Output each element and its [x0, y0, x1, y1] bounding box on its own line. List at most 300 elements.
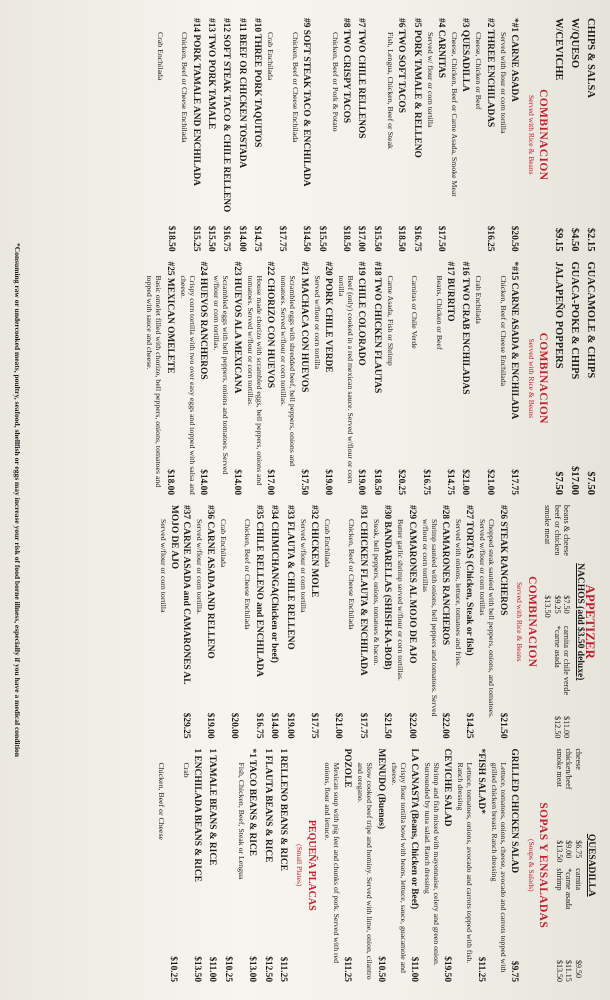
appetizer-price: $9.15: [553, 227, 564, 252]
menu-item-header: [264, 262, 275, 496]
menu-item-header: [355, 262, 366, 496]
menu-item-header: [221, 749, 232, 983]
menu-item-price: $20.25: [396, 469, 407, 495]
menu-item-header: [315, 18, 326, 252]
menu-item-description: Carnitas or Chile Verde: [410, 275, 420, 349]
menu-item: [435, 262, 455, 496]
menu-item-name: #9 SOFT STEAK TACO & ENCHILADA: [301, 18, 312, 187]
appetizer-price: $17.00: [569, 466, 580, 495]
column-2: [26, 262, 596, 496]
menu-item: [499, 262, 519, 496]
menu-item-price: $10.25: [222, 956, 233, 982]
nachos-cell: $9.25: [552, 595, 562, 614]
quesadilla-cell: smoke meat: [554, 748, 564, 787]
sopas-items: [323, 749, 519, 983]
menu-item-header: [220, 18, 231, 252]
menu-item-price: $14.00: [269, 712, 280, 739]
menu-item-header: [168, 505, 191, 739]
quesadilla-cell: $11.15: [564, 960, 574, 982]
menu-item-price: $14.25: [464, 712, 475, 739]
menu-item: [313, 262, 333, 496]
menu-item-name: CEVICHE SALAD: [442, 748, 453, 827]
menu-item-name: #16 TWO CRAB ENCHILADAS: [460, 261, 471, 395]
menu-item-price: $17.00: [356, 225, 367, 252]
menu-item-header: [474, 749, 485, 983]
menu-item-price: $16.75: [420, 469, 431, 495]
menu-item-name: #12 SOFT STEAK TACO & CHILE RELLENO: [221, 18, 232, 213]
menu-item-name: #5 PORK TAMALE & RELLENO: [411, 18, 422, 158]
quesadilla-cell: chicken/beef: [564, 748, 574, 790]
menu-item-description: Crab Enchilada: [323, 519, 333, 568]
menu-item-description: Carne Asada, Fish or Shrimp: [385, 275, 395, 366]
menu-item-price: $16.75: [411, 225, 422, 252]
nachos-grid: [543, 505, 572, 739]
menu-item: [386, 18, 406, 252]
menu-item-name: #35 CHILE RELLENO and ENCHILADA: [253, 505, 264, 677]
quesadilla-cell: carnita: [573, 868, 583, 891]
menu-item: [243, 505, 263, 739]
menu-item-price: $21.00: [333, 712, 344, 739]
menu-item-price: $15.50: [316, 225, 327, 252]
menu-item-description: Served w/flour or corn tortilla.: [194, 519, 204, 615]
menu-item: [426, 18, 446, 252]
menu-item: [291, 18, 311, 252]
menu-item: [386, 262, 406, 496]
menu-item-description: Chicken, Beef or Cheese Enchilada: [180, 32, 190, 143]
menu-item-price: $18.50: [166, 225, 177, 252]
menu-item: [347, 505, 367, 739]
menu-item-price: $17.75: [509, 469, 520, 495]
menu-item-header: [435, 18, 446, 252]
health-warning: *Consuming raw or undercooked meats, poultry, seafood, shellfish or eggs may increase your risk of food borne illness, especially if you have a medical condition: [13, 243, 22, 757]
appetizer-row: [552, 18, 564, 252]
menu-item-name: #29 CAMARONES AL MOJO DE AJO: [406, 505, 417, 664]
menu-item-header: [508, 18, 519, 252]
menu-item-name: #30 BANDARELLAS (SHISH-KA-BOB): [382, 505, 393, 670]
quesadilla-cell: $13.50: [554, 840, 564, 863]
menu-item-name: #21 MACHACA CON HUEVOS: [298, 261, 309, 393]
menu-item-description: Lettuce, tomatoes, onions, cheese, avocado and carrots topped with grilled chicken breast. Ranch dressing: [489, 762, 508, 973]
menu-item-name: #31 CHICKEN FLAUTA & ENCHILADA: [357, 505, 368, 676]
menu-item-price: $21.00: [484, 469, 495, 495]
menu-item-header: [459, 262, 470, 496]
appetizer-row: [568, 18, 580, 252]
menu-item: [474, 262, 494, 496]
menu-item-price: $22.00: [440, 712, 451, 739]
nachos-title: NACHOS (add $3.50 deluxe): [574, 563, 585, 681]
nachos-cell: $11.00: [562, 715, 572, 739]
menu-item-description: Cheese, Chicken or Beef: [474, 32, 484, 110]
menu-item-header: [370, 18, 381, 252]
menu-item-header: [300, 18, 311, 252]
menu-item-header: [374, 749, 385, 983]
nachos-cell: beef or chicken: [552, 505, 562, 556]
menu-item: [370, 262, 381, 496]
menu-item: [499, 18, 519, 252]
menu-item-price: $19.00: [322, 469, 333, 495]
combo1-subtitle: Served with Rice & Beans: [526, 94, 536, 175]
menu-item-price: $11.00: [207, 956, 218, 982]
menu-item-price: $13.00: [247, 956, 258, 982]
menu-item-price: $14.75: [444, 469, 455, 495]
menu-item-price: $15.50: [371, 225, 382, 252]
menu-item-name: 1 ENCHILADA BEANS & RICE: [192, 748, 202, 882]
menu-item-header: [439, 505, 450, 739]
menu-item-price: $19.00: [205, 712, 215, 739]
menu-item-header: [370, 262, 381, 496]
combo1-title: COMBINACION: [537, 89, 549, 181]
menu-item-description: Beans, Chicken or Beef: [434, 275, 444, 350]
appetizer-name: W/QUESO: [569, 18, 580, 69]
column-4: [26, 749, 596, 983]
menu-item-description: Crab Enchilada: [266, 32, 276, 81]
menu-item-price: $11.25: [278, 956, 289, 982]
menu-item-description: Butter garlic shrimp served w/flour or corn tortillas.: [396, 519, 406, 681]
menu-item-description: Crab Enchilada: [155, 32, 165, 81]
menu-item-header: [332, 505, 343, 739]
appetizer-row: [584, 18, 596, 252]
menu-item-header: [236, 18, 247, 252]
menu-item-price: $14.75: [252, 225, 263, 252]
menu-item-header: [483, 262, 494, 496]
pequena-title: PEQUEÑA PLACAS: [305, 819, 317, 911]
combo3-subtitle: Served with Rice & Beans: [515, 581, 525, 662]
menu-item: [179, 262, 208, 496]
menu-item-description: Scrambled eggs with shredded beef, bell peppers, onions and tomatoes. Served w/flour or corn tortillas.: [279, 275, 298, 467]
menu-item-header: [405, 505, 416, 739]
combo3-title: COMBINACION: [525, 576, 538, 668]
menu-item-name: MENUDO (Buenos): [375, 748, 386, 829]
menu-item: [195, 505, 215, 739]
menu-item: [266, 18, 286, 252]
quesadilla-grid: [554, 749, 583, 983]
menu-item-name: POZOLE: [342, 748, 353, 788]
menu-item-header: [164, 262, 175, 496]
menu-item: [474, 18, 494, 252]
menu-item-header: [381, 505, 392, 739]
menu-item: [490, 749, 519, 983]
menu-item: [279, 262, 308, 496]
menu-item-header: [463, 505, 474, 739]
menu-item-price: $18.50: [396, 225, 407, 252]
menu-item-description: Steak, bell peppers, onions, tomatoes & bacon.: [371, 519, 381, 666]
menu-item-price: $19.00: [356, 469, 367, 495]
quesadilla-cell: $6.75: [573, 840, 583, 859]
nachos-cell: carnita or chile verde: [562, 625, 572, 696]
sopas-subtitle: (Soups & Salads): [526, 839, 536, 892]
menu-item-name: GRILLED CHICKEN SALAD: [509, 748, 520, 874]
menu-item: [370, 18, 381, 252]
menu-item-description: Crab Enchilada: [219, 519, 228, 568]
appetizer-price: $2.15: [585, 227, 596, 252]
menu-item-header: [268, 505, 279, 739]
menu-item-header: [189, 18, 200, 252]
menu-item-name: #8 TWO CRISPY TACOS: [340, 18, 351, 124]
menu-item-description: Mexican soup with pig feet and chunks of pork. Served with red onions, flour and lettuce.: [322, 762, 341, 964]
appetizer-title: APPETIZER: [583, 584, 598, 659]
menu-item-header: [261, 749, 272, 983]
menu-item-price: $9.75: [509, 960, 520, 982]
menu-item-name: #36 CARNE ASADA AND RELLENO: [205, 505, 215, 659]
menu-item-header: [166, 749, 177, 983]
appetizer-name: JALAPEÑO POPPERS: [553, 261, 564, 369]
menu-item-description: Beef (only) cooked in a red mexican sauce. Served w/flour or corn tortilla: [336, 275, 355, 484]
menu-item-price: $15.50: [206, 225, 217, 252]
menu-item-name: 1 RELLENO BEANS & RICE: [278, 748, 289, 871]
menu-item-description: Served with onions, lettuce, tomatoes and fries.: [454, 519, 464, 667]
menu-item-description: Crispy flour tortilla bowl with beans, lettuce, sauce, guacamole and cheese.: [389, 762, 408, 973]
menu-item-name: 1 FLAUTA BEANS & RICE: [262, 748, 273, 863]
menu-item: [356, 749, 385, 983]
pequena-subtitle: (Small Plates): [295, 844, 305, 887]
menu-item: [355, 18, 366, 252]
menu-item-description: Chopped steak sautéed with bell peppers, onions, and tomatoes. Served w/flour or corn tortillas: [478, 519, 497, 718]
menu-item-name: #11 BEEF OR CHICKEN TOSTADA: [236, 18, 247, 169]
menu-item-header: [197, 262, 208, 496]
menu-item-description: Chicken, Beef or Cheese Enchilada: [243, 519, 253, 630]
menu-item-description: House made chorizo with scrambled eggs, bell peppers, onions and tomatoes. Served w/flour or corn tortillas.: [245, 275, 264, 486]
menu-item-header: [355, 18, 366, 252]
menu-item-name: #25 MEXICAN OMELETE: [164, 261, 175, 374]
menu-item-price: $20.00: [229, 712, 240, 739]
menu-item-description: Crab: [181, 762, 191, 778]
menu-item-price: $21.50: [382, 712, 393, 739]
menu-item-description: Crab Enchilada: [474, 275, 484, 324]
menu-item: [220, 18, 231, 252]
menu-item-price: $17.75: [276, 225, 287, 252]
menu-item: [299, 505, 319, 739]
menu-item-description: Scrambled eggs with bell peppers, onions and tomatoes. Served w/flour or corn tortillas.: [212, 275, 231, 475]
menu-item-header: [340, 18, 351, 252]
appetizers-left: [552, 18, 596, 252]
menu-item-description: Served w/flour or corn tortilla: [158, 519, 168, 613]
column-3: [26, 505, 596, 739]
menu-item-description: Served w/flour or corn tortilla: [298, 519, 308, 613]
combo2-subtitle: Served with Rice & Beans: [526, 338, 536, 419]
appetizer-name: GUACAMOLE & CHIPS: [585, 261, 596, 379]
menu-item: [219, 505, 239, 739]
nachos-cell: smoke meat: [543, 505, 553, 545]
menu-item-name: #10 THREE PORK TAQUITOS: [252, 18, 263, 148]
menu-item-name: #19 CHILE COLORADO: [356, 261, 367, 366]
menu-item-price: $19.00: [284, 712, 295, 739]
menu-item: [237, 749, 257, 983]
menu-item: [156, 18, 176, 252]
menu-item-header: [204, 505, 215, 739]
menu-item-header: [408, 749, 419, 983]
menu-item-description: Fish, Lengua, Chicken, Beef or Steak: [385, 32, 395, 149]
menu-item-name: *FISH SALAD*: [475, 748, 486, 814]
menu-item-price: $12.50: [262, 956, 273, 982]
menu-item: [277, 749, 288, 983]
menu-item-header: [322, 262, 333, 496]
menu-item: [159, 505, 191, 739]
menu-item-price: $16.75: [221, 225, 232, 252]
menu-item: [251, 18, 262, 252]
menu-item-header: [496, 505, 507, 739]
menu-item-name: #23 HUEVOS ALA MEXICANA: [231, 261, 242, 394]
menu-item-header: [297, 262, 308, 496]
menu-item-name: #22 CHORIZO CON HUEVOS: [265, 261, 276, 389]
menu-item: [323, 749, 352, 983]
nachos-cell: beans & cheese: [562, 505, 572, 556]
menu-item-header: [395, 262, 406, 496]
menu-item: [261, 749, 272, 983]
menu-item-description: Served w/flour or corn tortilla: [312, 275, 322, 370]
menu-item-price: $14.50: [301, 225, 312, 252]
appetizer-row: [584, 262, 596, 496]
menu-item: [454, 505, 474, 739]
quesadilla-cell: $9.50: [573, 960, 583, 978]
menu-item-name: #24 HUEVOS RANCHEROS: [198, 261, 209, 380]
menu-item-price: $11.25: [342, 956, 353, 982]
menu-item: [315, 18, 326, 252]
menu-item-price: $21.50: [497, 712, 508, 739]
menu-item-header: [191, 749, 202, 983]
menu-item-name: #33 FLAUTA & CHILE RELLENO: [284, 505, 295, 650]
menu-item-header: [283, 505, 294, 739]
appetizer-price: $7.50: [553, 471, 564, 495]
menu-item-header: [205, 18, 216, 252]
menu-item: [246, 262, 275, 496]
menu-item-name: *#1 CARNE ASADA: [509, 18, 520, 102]
menu-item-header: [251, 18, 262, 252]
menu-item: [146, 262, 175, 496]
quesadilla-cell: shrimp: [554, 868, 564, 891]
menu-item-price: $16.75: [253, 712, 264, 739]
menu-item-price: $10.25: [167, 956, 178, 982]
menu-item-description: Chicken, Beef or Cheese Enchilada: [290, 32, 300, 143]
menu-item-price: $18.50: [340, 225, 351, 252]
menu-item-name: #20 PORK CHILE VERDE: [322, 261, 333, 373]
menu-item-header: [419, 262, 430, 496]
menu-item-header: [356, 505, 367, 739]
menu-item-name: *#15 CARNE ASADA & ENCHILADA: [509, 261, 520, 420]
combo2-title: COMBINACION: [537, 332, 549, 424]
menu-item-name: #28 CAMARONES RANCHEROS: [440, 505, 451, 646]
menu-item-name: #27 TORTAS (Chicken, Steak or fish): [464, 505, 475, 656]
appetizer-row: [568, 262, 580, 496]
menu-item-name: #32 CHICKEN MOLE: [309, 505, 320, 598]
nachos-cell: *carne asada: [552, 625, 562, 668]
menu-item: [236, 18, 247, 252]
menu-item-price: $14.00: [231, 469, 242, 495]
menu-item-description: Chicken, Beef or Cheese Enchilada: [498, 275, 508, 387]
menu-item-name: #26 STEAK RANCHEROS: [497, 505, 508, 616]
menu-item-description: Chicken, Beef or Pork & Potato: [330, 32, 340, 132]
menu-item-name: #37 CARNE ASADA and CAMARONES AL MOJO DE AJO: [169, 505, 191, 684]
menu-item: [182, 749, 202, 983]
menu-item-header: [277, 749, 288, 983]
menu-item-price: $11.00: [409, 956, 420, 982]
menu-item-price: $18.00: [164, 469, 175, 495]
menu-item-name: #7 TWO CHILE RELLENOS: [356, 18, 367, 139]
menu-item-description: Cheese, Chicken, Beef or Carne Asada, Smoke Meat: [449, 32, 459, 197]
pequena-items: [157, 749, 288, 983]
menu-item-name: *1 TACO BEANS & RICE: [247, 748, 258, 856]
menu-item-header: [206, 749, 217, 983]
menu-item: [423, 749, 452, 983]
combo1-items: [156, 18, 519, 252]
menu-item: [212, 262, 241, 496]
menu-item-price: $17.50: [435, 225, 446, 252]
menu-item-name: LA CANASTA (Beans, Chicken or Beef): [409, 748, 420, 910]
menu-item-description: Lettuce, tomatoes, onions, avocado and carrots topped with fish. Ranch dressing: [456, 762, 475, 964]
nachos-cell: [543, 716, 553, 739]
menu-item-price: $21.00: [460, 469, 471, 495]
menu-item-header: [444, 262, 455, 496]
menu-item-price: $20.50: [509, 225, 520, 252]
menu-item-price: $13.50: [192, 956, 202, 982]
menu-item: [206, 749, 217, 983]
menu-item-header: [165, 18, 176, 252]
menu-item-price: $16.25: [484, 225, 495, 252]
menu-item: [331, 18, 351, 252]
menu-item-header: [228, 505, 239, 739]
menu-item: [456, 749, 485, 983]
menu-item-price: $10.50: [375, 956, 386, 982]
appetizers-mid: [552, 262, 596, 496]
menu-item-description: Shrimp and fish mixed with mayonnaise, celery and green onion. Surrounded by tuna salad. Ranch dressing: [423, 762, 442, 966]
nachos-cell: $7.50: [562, 595, 572, 614]
menu-item: [410, 18, 421, 252]
menu-item-header: [246, 749, 257, 983]
menu-item-header: [508, 262, 519, 496]
menu-item-price: $17.75: [357, 712, 368, 739]
quesadilla-cell: $13.50: [554, 960, 564, 982]
menu-item-header: [483, 18, 494, 252]
nachos-cell: $12.50: [552, 715, 562, 739]
menu-item-header: [230, 262, 241, 496]
menu-item-name: #17 BURRITO: [444, 261, 455, 322]
quesadilla-title: QUESADILLA: [586, 833, 596, 897]
menu-item-price: $18.50: [371, 469, 382, 495]
menu-item-price: $29.25: [180, 712, 191, 739]
menu-item-price: $17.00: [265, 469, 276, 495]
menu-item-name: #6 TWO SOFT TACOS: [396, 18, 407, 113]
quesadilla-cell: $9.00: [564, 840, 574, 859]
menu-item-name: #14 PORK TAMALE AND ENCHILADA: [190, 18, 201, 186]
menu-item: [221, 749, 232, 983]
menu-item-description: Fish, Chicken, Beef, Steak or Lengua: [236, 762, 246, 880]
menu-item-description: Slow cooked beef tripe and hominy. Served with lime, onion, cilantro and oregano.: [356, 762, 375, 980]
appetizer-price: $7.50: [585, 471, 596, 495]
column-1: [26, 18, 596, 252]
sopas-title: SOPAS Y ENSALADAS: [537, 802, 550, 929]
quesadilla-cell: *carne asada: [564, 868, 574, 910]
menu-item: [396, 505, 416, 739]
menu-item-description: Basic omelet filled with chorizo, bell peppers, onions, tomatoes and topped with sauce and cheese.: [145, 275, 164, 488]
menu-item: [372, 505, 392, 739]
menu-item-header: [275, 18, 286, 252]
combo2-items: [146, 262, 520, 496]
menu-item: [410, 262, 430, 496]
menu-item: [323, 505, 343, 739]
menu-item-name: #2 THREE ENCHILADAS: [484, 18, 495, 128]
appetizer-name: CHIPS & SALSA: [585, 18, 596, 98]
menu-item-header: [341, 749, 352, 983]
combo3-items: [159, 505, 508, 739]
appetizer-name: GUACA-POKE & CHIPS: [569, 261, 580, 380]
menu-item: [459, 262, 470, 496]
menu-item-description: Served w/ flour or corn tortilla: [425, 32, 435, 128]
menu-item-name: #4 CARNITAS: [435, 18, 446, 78]
menu-item-name: #13 TWO PORK TAMALE: [206, 18, 217, 130]
menu-item: [157, 749, 177, 983]
menu-item: [478, 505, 507, 739]
nachos-cell: $13.50: [543, 595, 553, 618]
menu-item: [205, 18, 216, 252]
